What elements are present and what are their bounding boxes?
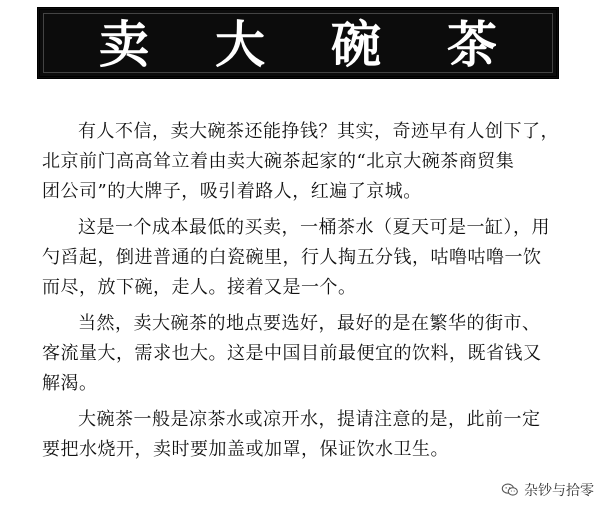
text-line: 这是一个成本最低的买卖，一桶茶水（夏天可是一缸），用 [78,217,550,238]
title-char: 大 [215,16,265,74]
text-line: 团公司”的大牌子，吸引着路人，红遍了京城。 [42,181,422,202]
text-line: 要把水烧开，卖时要加盖或加罩，保证饮水卫生。 [42,439,449,460]
wechat-icon [501,483,519,497]
paragraph-1 [42,117,590,207]
text-line: 解渴。 [42,373,98,394]
text-line: 大碗茶一般是凉茶水或凉开水，提请注意的是，此前一定 [78,409,541,430]
title-char: 茶 [447,16,497,74]
text-line: 客流量大，需求也大。这是中国目前最便宜的饮料，既省钱又 [42,343,542,364]
paragraph-2 [42,213,590,303]
text-line: 勺舀起，倒进普通的白瓷碗里，行人掏五分钱，咕噜咕噜一饮 [42,247,542,268]
watermark [498,479,597,501]
article-body [42,117,590,465]
text-line: 而尽，放下碗，走人。接着又是一个。 [42,277,357,298]
paragraph-3 [42,309,590,399]
title-char: 碗 [331,16,381,74]
title-char: 卖 [99,16,149,74]
watermark-text: 杂钞与拾零 [524,483,594,499]
text-line: 北京前门高高耸立着由卖大碗茶起家的“北京大碗茶商贸集 [42,151,515,172]
title-banner [37,7,559,79]
text-line: 有人不信，卖大碗茶还能挣钱？其实，奇迹早有人创下了， [78,121,559,142]
paragraph-4 [42,405,590,465]
text-line: 当然，卖大碗茶的地点要选好，最好的是在繁华的街市、 [78,313,541,334]
page-title [40,18,556,72]
